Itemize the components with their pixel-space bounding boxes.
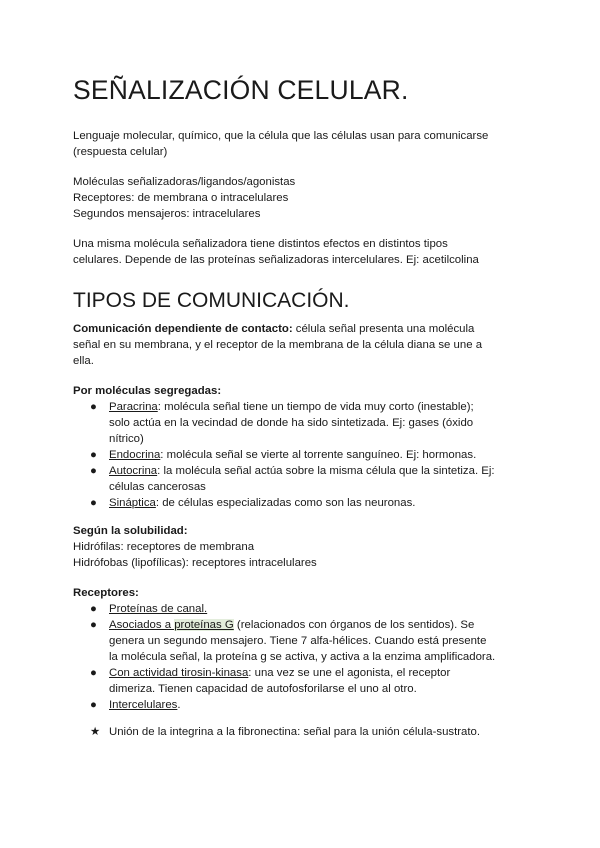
intro-paragraph (73, 128, 533, 160)
section-title: TIPOS DE COMUNICACIÓN. (73, 289, 350, 312)
star-icon: ★ (90, 726, 101, 738)
bullet-icon: ● (90, 497, 97, 509)
term-intercelulares: Intercelulares (109, 699, 178, 711)
term-asociados: Asociados a (109, 619, 175, 631)
term-endocrina: Endocrina (109, 449, 161, 461)
bullet-icon: ● (90, 699, 97, 711)
bullet-icon: ● (90, 603, 97, 615)
item-text: : molécula señal se vierte al torrente sanguíneo. Ej: hormonas. (160, 449, 477, 461)
item-text: : la molécula señal actúa sobre la misma célula que la sintetiza. Ej: (157, 465, 495, 477)
term-tirosin-kinasa: Con actividad tirosin-kinasa (109, 667, 249, 679)
bullet-icon: ● (90, 449, 97, 461)
solubility-heading: Según la solubilidad: (73, 525, 188, 537)
note-text: Unión de la integrina a la fibronectina: señal para la unión célula-sustrato. (109, 726, 481, 738)
note-section (73, 724, 533, 740)
item-text: la molécula señal, la proteína g se activa, y activa a la enzima amplificadora. (109, 651, 496, 663)
item-text: : una vez se une el agonista, el receptor (248, 667, 451, 679)
list-item (73, 463, 533, 495)
effects-paragraph (73, 236, 533, 268)
term-paracrina: Paracrina (109, 401, 158, 413)
item-text: nítrico) (109, 433, 144, 445)
list-item (73, 665, 533, 697)
list-item (73, 697, 533, 713)
solubility-line: Hidrófobas (lipofílicas): receptores intracelulares (73, 557, 317, 569)
component-line: Moléculas señalizadoras/ligandos/agonistas (73, 176, 296, 188)
item-text: : de células especializadas como son las neuronas. (155, 497, 416, 509)
item-text: : molécula señal tiene un tiempo de vida muy corto (inestable); (157, 401, 474, 413)
bullet-icon: ● (90, 465, 97, 477)
contact-label: Comunicación dependiente de contacto: (73, 323, 293, 335)
item-text: dimeriza. Tienen capacidad de autofosforilarse el uno al otro. (109, 683, 417, 695)
term-sinaptica: Sináptica (109, 497, 156, 509)
list-item (73, 601, 533, 617)
solubility-line: Hidrófilas: receptores de membrana (73, 541, 255, 553)
contact-line: ella. (73, 355, 94, 367)
components-list (73, 174, 533, 222)
item-text: . (177, 699, 181, 711)
list-item (73, 447, 533, 463)
term-proteinas-g: proteínas G (174, 619, 234, 631)
receptors-section (73, 585, 533, 713)
contact-line: señal en su membrana, y el receptor de la membrana de la célula diana se une a (73, 339, 483, 351)
secreted-heading: Por moléculas segregadas: (73, 385, 222, 397)
intro-line: Lenguaje molecular, químico, que la célula que las células usan para comunicarse (73, 130, 489, 142)
contact-text: célula señal presenta una molécula (292, 323, 475, 335)
effects-line: celulares. Depende de las proteínas señalizadoras intercelulares. Ej: acetilcolina (73, 254, 479, 266)
list-item (73, 399, 533, 447)
bullet-icon: ● (90, 619, 97, 631)
component-line: Receptores: de membrana o intracelulares (73, 192, 289, 204)
bullet-icon: ● (90, 401, 97, 413)
item-text: solo actúa en la vecindad de donde ha sido sintetizada. Ej: gases (óxido (109, 417, 474, 429)
list-item (73, 495, 533, 511)
secreted-section (73, 383, 533, 511)
receptors-heading: Receptores: (73, 587, 139, 599)
item-text: genera un segundo mensajero. Tiene 7 alfa-hélices. Cuando está presente (109, 635, 487, 647)
page-title: SEÑALIZACIÓN CELULAR. (73, 75, 409, 105)
effects-line: Una misma molécula señalizadora tiene distintos efectos en distintos tipos (73, 238, 448, 250)
component-line: Segundos mensajeros: intracelulares (73, 208, 261, 220)
term-proteinas-canal: Proteínas de canal. (109, 603, 208, 615)
contact-paragraph (73, 321, 533, 369)
note-item (73, 724, 533, 740)
item-text: (relacionados con órganos de los sentidos). Se (233, 619, 475, 631)
solubility-section (73, 523, 533, 571)
secreted-list (73, 399, 533, 511)
bullet-icon: ● (90, 667, 97, 679)
receptors-list (73, 601, 533, 713)
term-autocrina: Autocrina (109, 465, 158, 477)
item-text: células cancerosas (109, 481, 206, 493)
intro-line: (respuesta celular) (73, 146, 168, 158)
list-item (73, 617, 533, 665)
